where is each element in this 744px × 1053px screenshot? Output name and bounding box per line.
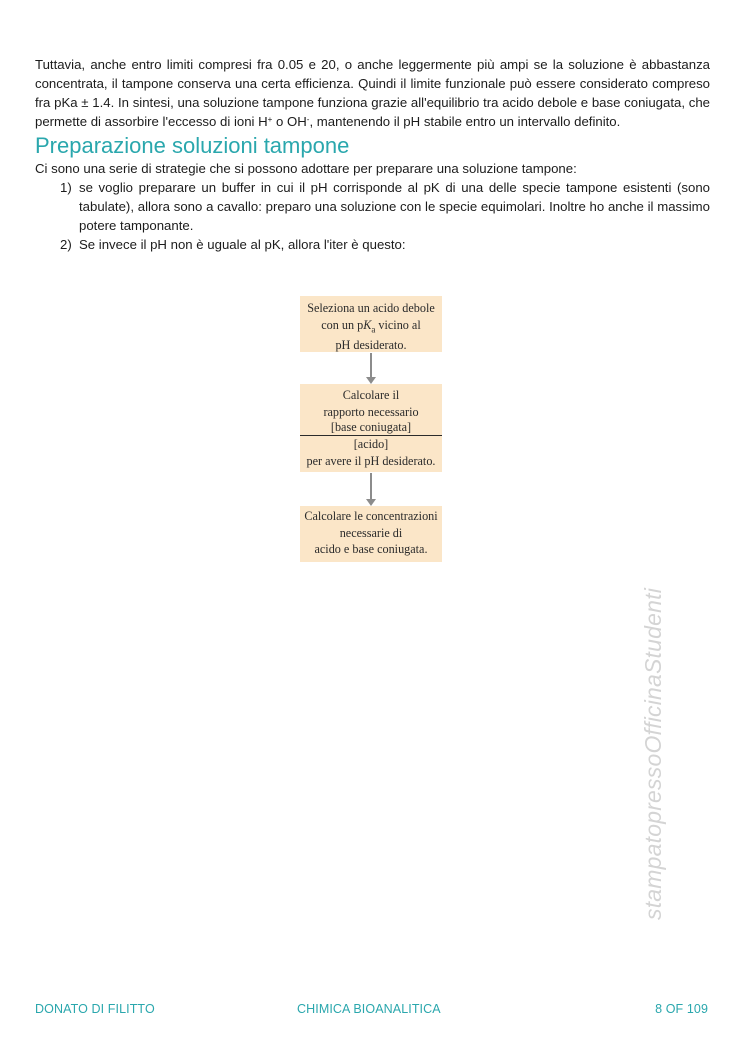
steps-list <box>35 178 710 254</box>
page-content <box>35 55 710 254</box>
h-ion-charge: + <box>267 115 273 124</box>
step1-line1: Seleziona un acido debole <box>307 301 435 315</box>
watermark: stampatopressoOfficinaStudenti <box>640 587 666 920</box>
list-item-text: se voglio preparare un buffer in cui il pH corrisponde al pK di una delle specie tampone esistenti (sono tabulate), allora sono a cavallo: preparo una soluzione con le specie equimolari. Inoltre ho anche il massimo potere tamponante. <box>79 180 710 233</box>
step2-line2: rapporto necessario <box>323 404 419 419</box>
step3-line1: Calcolare le concentrazioni <box>304 509 438 523</box>
ratio-denominator: [acido] <box>353 437 389 451</box>
section-lead: Ci sono una serie di strategie che si possono adottare per preparare una soluzione tampone: <box>35 161 577 176</box>
ratio-numerator: [base coniugata] <box>300 420 442 436</box>
list-item-text: Se invece il pH non è uguale al pK, allora l'iter è questo: <box>79 237 406 252</box>
section-heading: Preparazione soluzioni tampone <box>35 133 350 158</box>
step1-line3: pH desiderato. <box>335 338 407 353</box>
ratio-fraction <box>300 420 442 436</box>
step3-line3: acido e base coniugata. <box>314 542 428 556</box>
step1-line2 <box>300 317 442 338</box>
footer-page-number: 8 OF 109 <box>655 1002 708 1016</box>
list-item <box>35 178 710 235</box>
intro-text-mid: o OH <box>272 114 307 129</box>
pka-symbol: K <box>363 317 372 332</box>
pka-subscript: a <box>371 323 376 334</box>
intro-text: Tuttavia, anche entro limiti compresi fra 0.05 e 20, o anche leggermente più ampi se la soluzione è abbastanza concentrata, il tampone conserva una certa efficienza. Quindi il limite funzionale può essere considerato compreso fra pKa ± 1.4. In sintesi, una soluzione tampone funziona grazie all'equilibrio tra acido debole e base coniugata, che permette di assorbire l'eccesso di ioni H <box>35 57 710 129</box>
down-arrow-icon <box>370 473 372 500</box>
step2-line1: Calcolare il <box>342 388 400 402</box>
flowchart-step-concentrations <box>300 506 442 562</box>
footer-author: DONATO DI FILITTO <box>35 1002 155 1016</box>
flowchart-step-ratio <box>300 384 442 472</box>
footer-course: CHIMICA BIOANALITICA <box>297 1002 441 1016</box>
buffer-flowchart <box>297 294 447 562</box>
list-item-number: 2) <box>60 237 72 252</box>
step1-line2-prefix: con un p <box>321 317 364 332</box>
oh-ion-charge: - <box>306 115 310 124</box>
list-item-number: 1) <box>60 180 72 195</box>
list-item <box>35 235 710 254</box>
intro-text-end: , mantenendo il pH stabile entro un intervallo definito. <box>309 114 621 129</box>
step3-line2: necessarie di <box>339 525 403 540</box>
step2-line5: per avere il pH desiderato. <box>306 453 436 468</box>
step1-line2-suffix: vicino al <box>375 317 421 332</box>
down-arrow-icon <box>370 353 372 378</box>
flowchart-step-select-acid <box>300 296 442 352</box>
intro-paragraph <box>35 55 710 131</box>
